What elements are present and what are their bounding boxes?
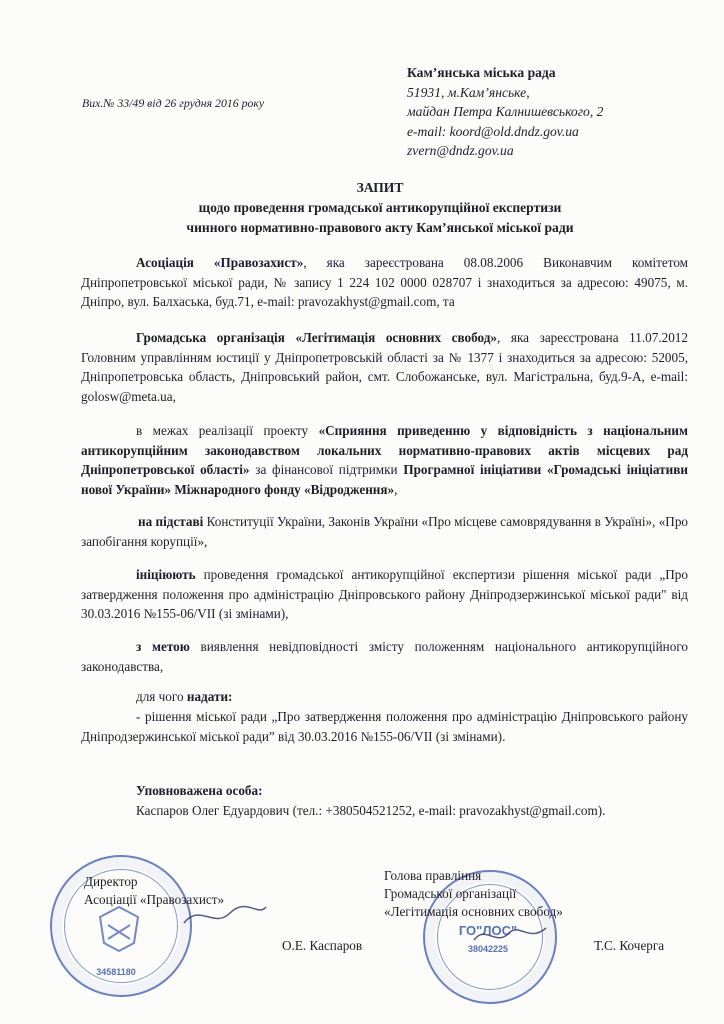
right-stamp-number: 38042225: [467, 944, 509, 954]
paragraph-6: [81, 637, 688, 676]
paragraph-7-item: - рішення міської ради „Про затвердження положення про адміністрацію Дніпровського району Дніпродзержинської міської ради” від 30.03.2016 №155-06/VII (зі змінами).: [81, 709, 688, 744]
p7-bold: надати:: [186, 689, 233, 704]
left-sig-line: Директор: [84, 874, 138, 889]
document-title: [80, 178, 680, 238]
addressee-line: 51931, м.Кам’янське,: [407, 84, 530, 100]
right-signatory-name: Т.С. Кочерга: [594, 938, 665, 953]
p5-text: проведення громадської антикорупційної експертизи рішення міської ради „Про затвердження положення про адміністрацію Дніпровського району Дніпродзержинської міської ради" від 30.03.2016 №155-06/VII (зі змінами),: [81, 567, 688, 622]
title-line: ЗАПИТ: [356, 180, 404, 195]
left-sig-line: Асоціації «Правозахист»: [84, 892, 225, 907]
left-stamp-number: 34581180: [96, 967, 136, 977]
p7-text: для чого: [136, 689, 187, 704]
p2-bold: Громадська організація «Легітимація основних свобод»: [136, 330, 498, 345]
p3-text: ,: [394, 481, 398, 497]
paragraph-5: [81, 565, 688, 624]
p2-text: , яка зареєстрована 11.07.2012 Головним управлінням юстиції у Дніпропетровській області за № 1377 і знаходиться за адресою: 52005, Дніпропетровська область, Дніпровський район, смт. Слобожанське, вул. Магістральна, буд.9-А, e-mail: golosw@meta.ua,: [81, 330, 688, 404]
paragraph-4: [81, 512, 688, 551]
right-sig-line: Громадської організації: [384, 886, 517, 901]
right-sig-line: «Легітимація основних свобод»: [384, 904, 563, 919]
p1-bold: Асоціація «Правозахист»: [136, 255, 304, 270]
p4-bold: на підставі: [138, 514, 204, 529]
addressee-org: Кам’янська міська рада: [407, 65, 556, 80]
paragraph-7: [81, 687, 688, 707]
addressee-block: [407, 63, 707, 161]
authorized-label: Уповноважена особа:: [136, 783, 263, 798]
p6-bold: метою: [152, 639, 190, 654]
paragraph-1: [81, 253, 688, 312]
paragraph-3: [81, 421, 688, 499]
right-sig-line: Голова правління: [384, 868, 482, 883]
left-signatory: [84, 873, 224, 909]
right-signature: [470, 918, 550, 952]
right-signatory: [384, 867, 563, 921]
paragraph-2: [81, 328, 688, 406]
addressee-line: e-mail: koord@old.dndz.gov.ua: [407, 123, 579, 139]
p3-text: в межах реалізації проекту: [136, 423, 319, 438]
p3-text: за фінансової підтримки: [249, 462, 404, 478]
right-stamp-label: ГО"ЛОС": [458, 923, 518, 938]
title-line: чинного нормативно-правового акту Кам’янської міської ради: [186, 220, 574, 235]
authorized-text: Каспаров Олег Едуардович (тел.: +380504521252, e-mail: pravozakhyst@gmail.com).: [136, 802, 606, 818]
outgoing-ref: Вих.№ 33/49 від 26 грудня 2016 року: [82, 96, 265, 110]
p6-text: виявлення невідповідності змісту положенням національного антикорупційного законодавства,: [81, 639, 689, 674]
p3-bold: «Сприяння приведенню у відповідність з національним антикорупційним законодавством локальних нормативно-правових актів місцевих рад Дніпропетровської області»: [81, 423, 688, 478]
addressee-line: майдан Петра Калнишевського, 2: [407, 104, 604, 119]
p6-bold: з: [136, 639, 142, 654]
p3-bold: Програмної ініціативи «Громадські ініціативи нової України» Міжнародного фонду «Відродження»: [81, 462, 688, 497]
left-signatory-name: О.Е. Каспаров: [282, 938, 363, 953]
p5-bold: ініціюють: [136, 567, 196, 582]
authorized-person: [136, 781, 696, 820]
addressee-line: zvern@dndz.gov.ua: [407, 143, 514, 158]
p1-text: , яка зареєстрована 08.08.2006 Виконавчим комітетом Дніпропетровської міської ради, № запису 1 224 102 0000 028707 і знаходиться за адресою: 49075, м. Дніпро, вул. Балхаська, буд.71, e-mail: pravozakhyst@gmail.com, та: [81, 255, 689, 310]
title-line: щодо проведення громадської антикорупційної експертизи: [198, 200, 562, 215]
p4-text: Конституції України, Законів України «Про місцеве самоврядування в Україні», «Про запобігання корупції»,: [81, 514, 689, 549]
